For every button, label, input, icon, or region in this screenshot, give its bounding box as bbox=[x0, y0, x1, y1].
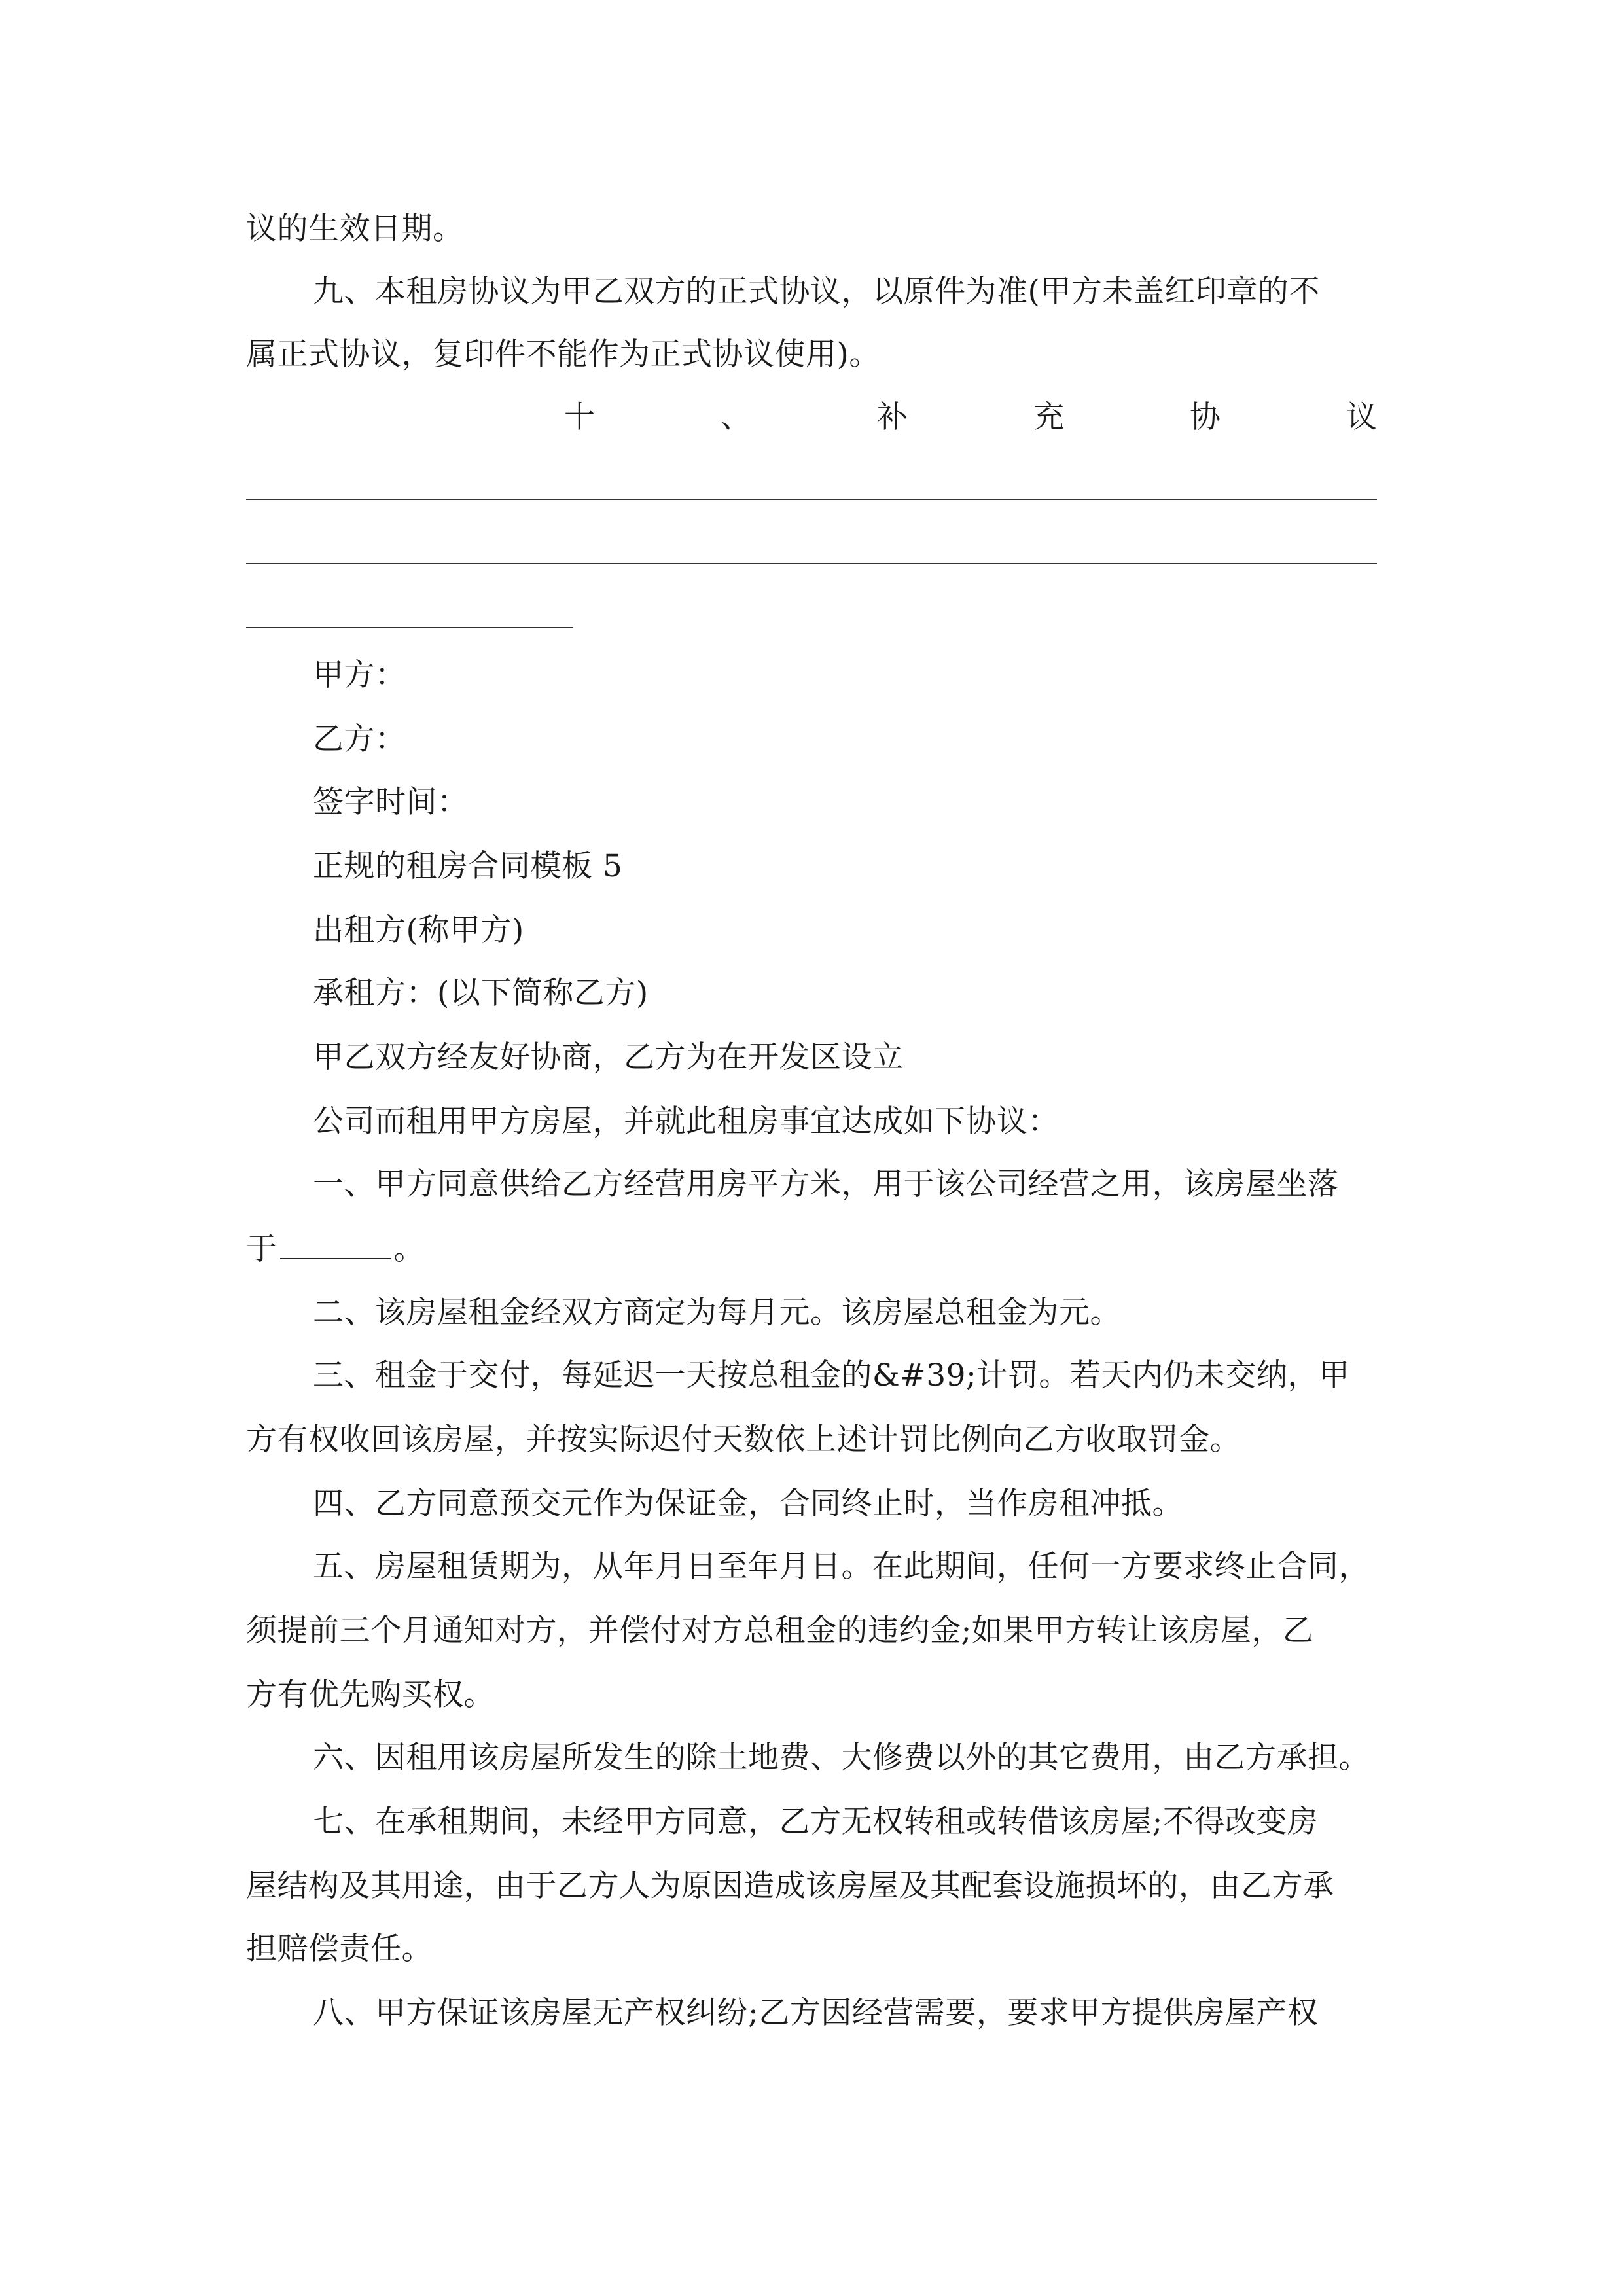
clause-three-line-2: 方有权收回该房屋，并按实际迟付天数依上述计罚比例向乙方收取罚金。 bbox=[246, 1422, 1241, 1458]
preamble-line-1: 甲乙双方经友好协商，乙方为在开发区设立 bbox=[313, 1039, 904, 1075]
heading-char: 协 bbox=[1190, 399, 1221, 435]
clause-one-line-1: 一、甲方同意供给乙方经营用房平方米，用于该公司经营之用，该房屋坐落 bbox=[313, 1166, 1339, 1202]
supplement-blank-rule-3 bbox=[246, 627, 573, 628]
heading-char: 议 bbox=[1346, 399, 1377, 435]
clause-nine-line-2: 属正式协议，复印件不能作为正式协议使用)。 bbox=[246, 336, 880, 372]
heading-char: 十 bbox=[564, 399, 595, 435]
supplement-blank-rule-2 bbox=[246, 563, 1377, 564]
clause-five-line-2: 须提前三个月通知对方，并偿付对方总租金的违约金;如果甲方转让该房屋，乙 bbox=[246, 1613, 1314, 1649]
clause-nine-line-1: 九、本租房协议为甲乙双方的正式协议，以原件为准(甲方未盖红印章的不 bbox=[313, 274, 1320, 310]
text-fragment: 于 bbox=[246, 1231, 277, 1267]
supplement-blank-rule-1 bbox=[246, 499, 1377, 500]
clause-eight-line-1: 八、甲方保证该房屋无产权纠纷;乙方因经营需要，要求甲方提供房屋产权 bbox=[313, 1995, 1319, 2031]
clause-six: 六、因租用该房屋所发生的除土地费、大修费以外的其它费用，由乙方承担。 bbox=[313, 1740, 1370, 1776]
clause-five-line-3: 方有优先购买权。 bbox=[246, 1677, 495, 1713]
text-fragment: 。 bbox=[393, 1231, 425, 1267]
clause-five-line-1: 五、房屋租赁期为，从年月日至年月日。在此期间，任何一方要求终止合同， bbox=[313, 1549, 1370, 1585]
template-title: 正规的租房合同模板 5 bbox=[313, 848, 623, 884]
lessee-line: 承租方：(以下简称乙方) bbox=[313, 975, 649, 1011]
heading-char: 、 bbox=[721, 399, 751, 435]
lessor-line: 出租方(称甲方) bbox=[313, 912, 524, 948]
party-b-signature-label: 乙方： bbox=[313, 721, 406, 757]
clause-seven-line-1: 七、在承租期间，未经甲方同意，乙方无权转租或转借该房屋;不得改变房 bbox=[313, 1804, 1319, 1840]
clause-seven-line-2: 屋结构及其用途，由于乙方人为原因造成该房屋及其配套设施损坏的，由乙方承 bbox=[246, 1868, 1334, 1904]
clause-ten-heading bbox=[564, 398, 1377, 437]
clause-three-line-1: 三、租金于交付，每延迟一天按总租金的&#39;计罚。若天内仍未交纳，甲 bbox=[313, 1357, 1350, 1393]
clause-seven-line-3: 担赔偿责任。 bbox=[246, 1931, 433, 1967]
address-blank bbox=[280, 1229, 391, 1259]
heading-char: 充 bbox=[1033, 399, 1064, 435]
clause-four: 四、乙方同意预交元作为保证金，合同终止时，当作房租冲抵。 bbox=[313, 1486, 1183, 1522]
preamble-line-2: 公司而租用甲方房屋，并就此租房事宜达成如下协议： bbox=[313, 1103, 1059, 1139]
clause-two: 二、该房屋租金经双方商定为每月元。该房屋总租金为元。 bbox=[313, 1295, 1121, 1331]
text-line: 议的生效日期。 bbox=[246, 211, 464, 247]
heading-char: 补 bbox=[877, 399, 908, 435]
signing-date-label: 签字时间： bbox=[313, 784, 469, 820]
clause-one-line-2 bbox=[246, 1229, 425, 1269]
party-a-signature-label: 甲方： bbox=[313, 657, 406, 693]
